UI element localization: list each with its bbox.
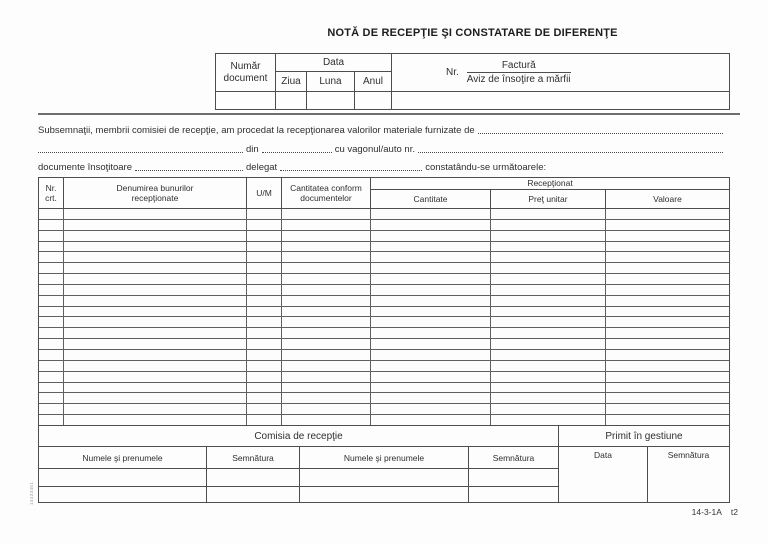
item-empty-cell: [39, 220, 64, 231]
dotted-fill: [262, 151, 332, 153]
luna-label: Luna: [307, 72, 355, 92]
item-empty-cell: [491, 242, 606, 253]
item-empty-cell: [64, 274, 247, 285]
numar-document-empty-cell: [216, 92, 276, 109]
signature-empty-cell: [39, 487, 207, 502]
item-empty-cell: [371, 383, 491, 394]
data-label: Data: [276, 54, 392, 72]
signature-empty-cell: [300, 469, 469, 487]
item-empty-cell: [247, 242, 282, 253]
numele-prenumele-header-2: Numele şi prenumele: [300, 447, 469, 469]
item-empty-cell: [371, 296, 491, 307]
col-group-receptionat: Recepţionat: [371, 178, 729, 190]
item-empty-cell: [39, 393, 64, 404]
vagon-label: cu vagonul/auto nr.: [334, 144, 415, 155]
primit-data-cell: Data: [559, 447, 648, 502]
item-empty-cell: [282, 231, 371, 242]
item-empty-cell: [282, 220, 371, 231]
print-code: t2: [730, 507, 738, 517]
item-empty-cell: [606, 383, 729, 394]
item-empty-cell: [282, 350, 371, 361]
item-empty-cell: [247, 231, 282, 242]
item-empty-cell: [39, 328, 64, 339]
item-empty-cell: [39, 252, 64, 263]
item-empty-cell: [39, 285, 64, 296]
item-empty-cell: [39, 383, 64, 394]
nr-crt-line1: Nr.: [45, 182, 57, 193]
item-empty-cell: [371, 393, 491, 404]
item-empty-cell: [39, 415, 64, 425]
item-empty-cell: [606, 252, 729, 263]
anul-label: Anul: [355, 72, 392, 92]
item-empty-cell: [371, 404, 491, 415]
item-empty-cell: [606, 231, 729, 242]
item-empty-cell: [606, 209, 729, 220]
delegat-label: delegat: [246, 162, 278, 173]
item-empty-cell: [247, 393, 282, 404]
factura-label: Factură: [467, 60, 571, 74]
ziua-empty-cell: [276, 92, 307, 109]
horizontal-rule: [38, 113, 740, 115]
item-empty-cell: [39, 231, 64, 242]
col-cantitatea-conform: Cantitatea conform documentelor: [282, 178, 371, 208]
intro-line-3: [38, 160, 726, 173]
item-empty-cell: [606, 372, 729, 383]
denumirea-label: Denumirea bunurilor recepţionate: [116, 182, 194, 203]
dotted-fill: [418, 151, 723, 153]
primit-semnatura-cell: Semnătura: [667, 450, 710, 460]
item-empty-cell: [606, 404, 729, 415]
numar-document-label: Număr document: [216, 54, 276, 92]
item-empty-cell: [606, 307, 729, 318]
item-empty-cell: [247, 209, 282, 220]
item-empty-cell: [491, 285, 606, 296]
item-empty-cell: [371, 361, 491, 372]
item-empty-cell: [491, 383, 606, 394]
footer-code: [38, 507, 738, 517]
item-empty-cell: [491, 231, 606, 242]
signature-empty-cell: [207, 487, 300, 502]
item-empty-cell: [247, 317, 282, 328]
nr-crt-line2: crt.: [45, 193, 57, 203]
item-empty-cell: [64, 415, 247, 425]
col-um: U/M: [247, 178, 282, 208]
item-empty-cell: [491, 339, 606, 350]
item-empty-cell: [491, 296, 606, 307]
item-empty-cell: [64, 393, 247, 404]
item-empty-cell: [64, 350, 247, 361]
col-valoare: Valoare: [653, 193, 682, 204]
semnatura-header-1: Semnătura: [207, 447, 300, 469]
item-empty-cell: [371, 209, 491, 220]
item-empty-cell: [491, 350, 606, 361]
item-empty-cell: [39, 274, 64, 285]
item-empty-cell: [606, 274, 729, 285]
item-empty-cell: [371, 242, 491, 253]
item-empty-cell: [282, 328, 371, 339]
item-empty-cell: [371, 263, 491, 274]
aviz-label: Aviz de însoţire a mărfii: [466, 74, 571, 85]
item-empty-cell: [247, 383, 282, 394]
item-empty-cell: [282, 404, 371, 415]
item-empty-cell: [39, 361, 64, 372]
item-empty-cell: [247, 307, 282, 318]
item-empty-cell: [64, 404, 247, 415]
item-empty-cell: [64, 242, 247, 253]
item-empty-cell: [491, 274, 606, 285]
item-empty-cell: [491, 263, 606, 274]
item-empty-cell: [371, 350, 491, 361]
items-table-body: [38, 209, 730, 426]
item-empty-cell: [371, 372, 491, 383]
item-empty-cell: [371, 252, 491, 263]
nr-label: Nr.: [446, 66, 459, 78]
item-empty-cell: [39, 242, 64, 253]
item-empty-cell: [247, 339, 282, 350]
item-empty-cell: [39, 209, 64, 220]
factura-empty-cell: [392, 92, 729, 109]
item-empty-cell: [606, 339, 729, 350]
item-empty-cell: [282, 415, 371, 425]
item-empty-cell: [282, 307, 371, 318]
item-empty-cell: [247, 263, 282, 274]
item-empty-cell: [247, 404, 282, 415]
item-empty-cell: [371, 317, 491, 328]
col-denumirea: [64, 178, 247, 208]
numele-prenumele-header-1: Numele şi prenumele: [39, 447, 207, 469]
item-empty-cell: [491, 372, 606, 383]
item-empty-cell: [39, 307, 64, 318]
item-empty-cell: [282, 252, 371, 263]
item-empty-cell: [39, 339, 64, 350]
item-empty-cell: [247, 415, 282, 425]
item-empty-cell: [64, 361, 247, 372]
item-empty-cell: [39, 317, 64, 328]
item-empty-cell: [282, 274, 371, 285]
item-empty-cell: [282, 361, 371, 372]
item-empty-cell: [282, 317, 371, 328]
page-title: NOTĂ DE RECEPŢIE ŞI CONSTATARE DE DIFERENŢE: [327, 27, 618, 39]
signature-empty-cell: [469, 487, 559, 502]
item-empty-cell: [371, 220, 491, 231]
item-empty-cell: [64, 328, 247, 339]
item-empty-cell: [371, 274, 491, 285]
anul-empty-cell: [355, 92, 392, 109]
item-empty-cell: [64, 220, 247, 231]
item-empty-cell: [606, 361, 729, 372]
item-empty-cell: [491, 415, 606, 425]
item-empty-cell: [64, 263, 247, 274]
item-empty-cell: [282, 242, 371, 253]
item-empty-cell: [39, 350, 64, 361]
signature-empty-cell: [469, 469, 559, 487]
item-empty-cell: [491, 404, 606, 415]
item-empty-cell: [64, 383, 247, 394]
item-empty-cell: [606, 263, 729, 274]
col-cantitate: Cantitate: [371, 190, 491, 208]
item-empty-cell: [606, 296, 729, 307]
item-empty-cell: [247, 361, 282, 372]
documente-label: documente însoţitoare: [38, 162, 133, 173]
item-empty-cell: [282, 383, 371, 394]
item-empty-cell: [491, 252, 606, 263]
signature-empty-cell: [300, 487, 469, 502]
item-empty-cell: [39, 263, 64, 274]
item-empty-cell: [606, 415, 729, 425]
item-empty-cell: [39, 372, 64, 383]
item-empty-cell: [64, 296, 247, 307]
item-empty-cell: [64, 285, 247, 296]
item-empty-cell: [491, 317, 606, 328]
col-nr-crt: [39, 178, 64, 208]
item-empty-cell: [491, 393, 606, 404]
item-empty-cell: [606, 317, 729, 328]
item-empty-cell: [282, 209, 371, 220]
item-empty-cell: [606, 350, 729, 361]
items-table-header: [38, 177, 730, 209]
semnatura-header-2: Semnătura: [469, 447, 559, 469]
item-empty-cell: [247, 285, 282, 296]
edge-print-code: 14433451: [29, 481, 34, 505]
item-empty-cell: [64, 231, 247, 242]
signatures-table: [38, 426, 730, 503]
item-empty-cell: [371, 231, 491, 242]
item-empty-cell: [371, 328, 491, 339]
item-empty-cell: [491, 209, 606, 220]
item-empty-cell: [64, 252, 247, 263]
item-empty-cell: [282, 372, 371, 383]
item-empty-cell: [371, 415, 491, 425]
item-empty-cell: [247, 296, 282, 307]
item-empty-cell: [247, 252, 282, 263]
item-empty-cell: [64, 307, 247, 318]
item-empty-cell: [282, 285, 371, 296]
dotted-fill: [280, 169, 422, 171]
signature-empty-cell: [207, 469, 300, 487]
item-empty-cell: [39, 296, 64, 307]
item-empty-cell: [606, 393, 729, 404]
ziua-label: Ziua: [276, 72, 307, 92]
comisia-title: Comisia de recepţie: [39, 426, 559, 447]
item-empty-cell: [64, 339, 247, 350]
dotted-fill: [38, 151, 243, 153]
signature-empty-cell: [39, 469, 207, 487]
item-empty-cell: [606, 285, 729, 296]
item-empty-cell: [282, 296, 371, 307]
form-code: 14-3-1A: [691, 507, 722, 517]
item-empty-cell: [606, 242, 729, 253]
din-label: din: [246, 144, 259, 155]
intro-line-1: [38, 123, 726, 136]
primit-title: Primit în gestiune: [559, 426, 729, 447]
item-empty-cell: [606, 328, 729, 339]
item-empty-cell: [39, 404, 64, 415]
item-empty-cell: [491, 328, 606, 339]
item-empty-cell: [64, 317, 247, 328]
col-pret-unitar: Preţ unitar: [491, 190, 606, 208]
item-empty-cell: [247, 372, 282, 383]
intro-line-2: [38, 142, 726, 155]
dotted-fill: [135, 169, 243, 171]
item-empty-cell: [282, 339, 371, 350]
item-empty-cell: [247, 328, 282, 339]
factura-aviz-cell: [392, 54, 729, 92]
item-empty-cell: [606, 220, 729, 231]
item-empty-cell: [247, 274, 282, 285]
item-empty-cell: [371, 307, 491, 318]
dotted-fill: [478, 132, 723, 134]
item-empty-cell: [247, 350, 282, 361]
document-header-table: [215, 53, 730, 110]
item-empty-cell: [491, 361, 606, 372]
item-empty-cell: [282, 393, 371, 404]
intro-text-1: Subsemnaţii, membrii comisiei de recepţie, am procedat la recepţionarea valorilor materiale furnizate de: [38, 125, 475, 136]
constatand-label: constatându-se următoarele:: [425, 162, 547, 173]
item-empty-cell: [282, 263, 371, 274]
item-empty-cell: [491, 307, 606, 318]
item-empty-cell: [371, 339, 491, 350]
item-empty-cell: [491, 220, 606, 231]
item-empty-cell: [247, 220, 282, 231]
item-empty-cell: [371, 285, 491, 296]
luna-empty-cell: [307, 92, 355, 109]
item-empty-cell: [64, 372, 247, 383]
item-empty-cell: [64, 209, 247, 220]
